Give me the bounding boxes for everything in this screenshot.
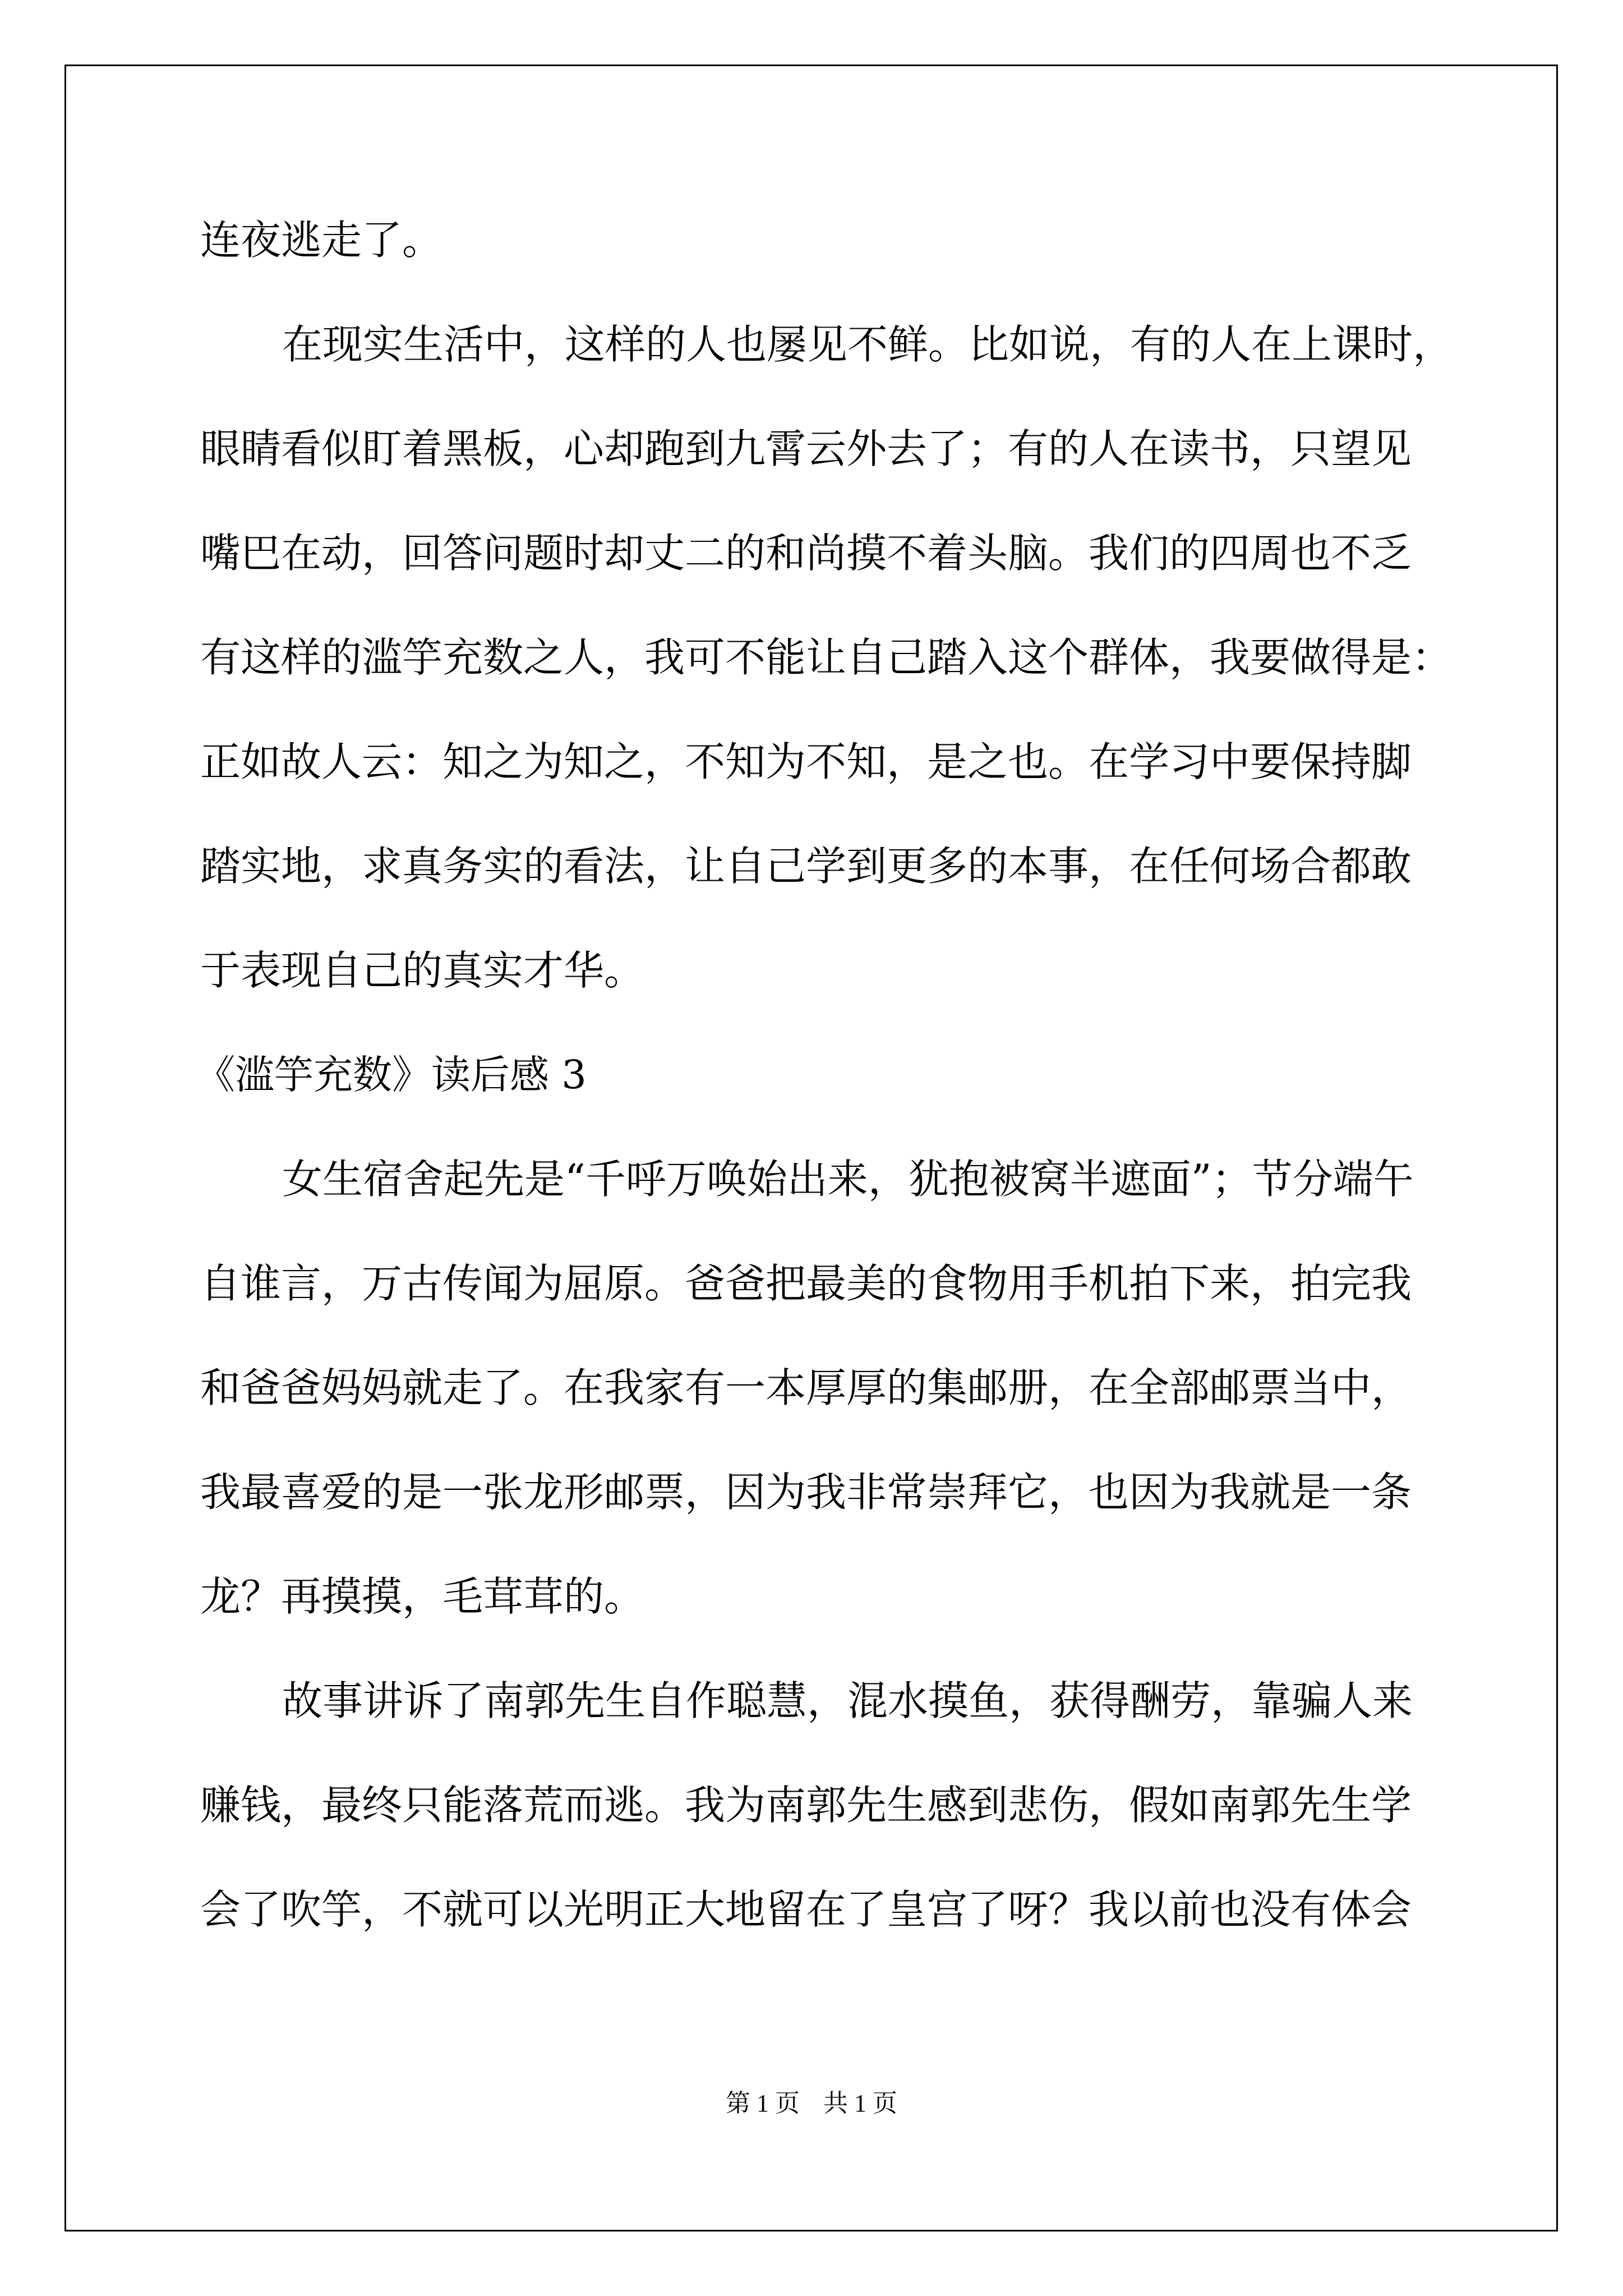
text-line: 正如故人云：知之为知之，不知为不知，是之也。在学习中要保持脚 [200, 738, 1412, 785]
text-line: 踏实地，求真务实的看法，让自己学到更多的本事，在任何场合都敢 [200, 843, 1412, 890]
text-line: 赚钱，最终只能落荒而逃。我为南郭先生感到悲伤，假如南郭先生学 [200, 1782, 1412, 1829]
text-line: 和爸爸妈妈就走了。在我家有一本厚厚的集邮册，在全部邮票当中， [200, 1364, 1412, 1411]
section-title: 《滥竽充数》读后感 3 [196, 1052, 587, 1098]
text-line: 我最喜爱的是一张龙形邮票，因为我非常崇拜它，也因为我就是一条 [200, 1469, 1412, 1516]
text-line: 有这样的滥竽充数之人，我可不能让自己踏入这个群体，我要做得是： [200, 634, 1453, 681]
text-line: 自谁言，万古传闻为屈原。爸爸把最美的食物用手机拍下来，拍完我 [200, 1260, 1412, 1307]
paragraph-start-line: 在现实生活中，这样的人也屡见不鲜。比如说，有的人在上课时， [282, 321, 1454, 368]
paragraph-start-line: 故事讲诉了南郭先生自作聪慧，混水摸鱼，获得酬劳，靠骗人来 [282, 1677, 1413, 1724]
text-line: 会了吹竽，不就可以光明正大地留在了皇宫了呀？我以前也没有体会 [200, 1886, 1412, 1933]
text-line: 于表现自己的真实才华。 [200, 947, 645, 994]
text-line: 龙？再摸摸，毛茸茸的。 [200, 1573, 645, 1620]
page-footer [0, 2087, 1623, 2120]
text-line: 连夜逃走了。 [200, 217, 443, 264]
text-line: 嘴巴在动，回答问题时却丈二的和尚摸不着头脑。我们的四周也不乏 [200, 530, 1412, 577]
page-number-total: 共 1 页 [823, 2090, 897, 2117]
document-body [196, 188, 1479, 1962]
paragraph-start-line: 女生宿舍起先是“千呼万唤始出来，犹抱被窝半遮面”；节分端午 [282, 1156, 1414, 1203]
text-line: 眼睛看似盯着黑板，心却跑到九霄云外去了；有的人在读书，只望见 [200, 425, 1412, 472]
page-number-current: 第 1 页 [726, 2090, 800, 2117]
